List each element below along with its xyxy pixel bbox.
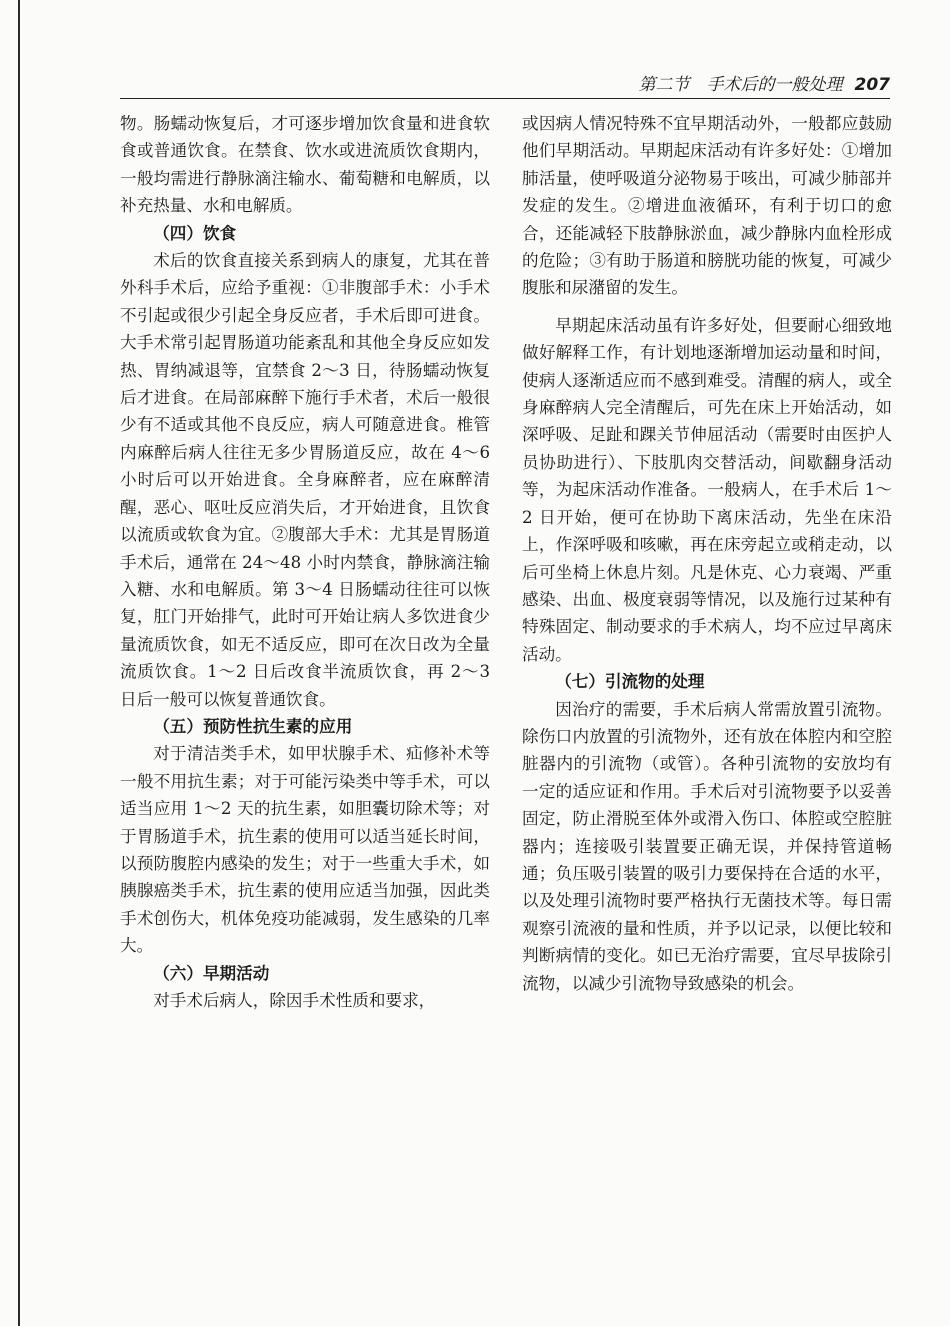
binding-edge-line <box>18 0 20 1326</box>
paragraph-activity-guidance: 早期起床活动虽有许多好处，但要耐心细致地做好解释工作，有计划地逐渐增加运动量和时间，使病人逐渐适应而不感到难受。清醒的病人，或全身麻醉病人完全清醒后，可先在床上开始活动，如深呼吸、足趾和踝关节伸屈活动（需要时由医护人员协助进行）、下肢肌肉交替活动，间歇翻身活动等，为起床活动作准备。一般病人，在手术后 1～2 日开始，便可在协助下离床活动，先坐在床沿上，作深呼吸和咳嗽，再在床旁起立或稍走动，以后可坐椅上休息片刻。凡是休克、心力衰竭、严重感染、出血、极度衰弱等情况，以及施行过某种有特殊固定、制动要求的手术病人，均不应过早离床活动。 <box>522 315 892 664</box>
paragraph-continued: 物。肠蠕动恢复后，才可逐步增加饮食量和进食软食或普通饮食。在禁食、饮水或进流质饮食期内，一般均需进行静脉滴注输水、葡萄糖和电解质，以补充热量、水和电解质。 <box>120 114 490 216</box>
header-rule <box>120 98 890 99</box>
paragraph-diet: 术后的饮食直接关系到病人的康复，尤其在普外科手术后，应给予重视：①非腹部手术：小手术不引起或很少引起全身反应者，手术后即可进食。大手术常引起胃肠道功能紊乱和其他全身反应如发热、胃纳减退等，宜禁食 2～3 日，待肠蠕动恢复后才进食。在局部麻醉下施行手术者，术后一般很少有不适或其他不良反应，病人可随意进食。椎管内麻醉后病人往往无多少胃肠道反应，故在 4～6 小时后可以开始进食。全身麻醉者，应在麻醉清醒，恶心、呕吐反应消失后，才开始进食，且饮食以流质或软食为宜。②腹部大手术：尤其是胃肠道手术后，通常在 24～48 小时内禁食，静脉滴注输入糖、水和电解质。第 3～4 日肠蠕动往往可以恢复，肛门开始排气，此时可开始让病人多饮进食少量流质饮食，如无不适反应，即可在次日改为全量流质饮食。1～2 日后改食半流质饮食，再 2～3 日后一般可以恢复普通饮食。 <box>120 251 490 709</box>
heading-diet: （四）饮食 <box>153 223 237 243</box>
heading-drainage: （七）引流物的处理 <box>555 672 705 692</box>
paragraph-drainage: 因治疗的需要，手术后病人常需放置引流物。除伤口内放置的引流物外，还有放在体腔内和空腔脏器内的引流物（或管）。各种引流物的安放均有一定的适应证和作用。手术后对引流物要予以妥善固定，防止滑脱至体外或滑入伤口、体腔或空腔脏器内；连接吸引装置要正确无误，并保持管道畅通；负压吸引装置的吸引力要保持在合适的水平，以及处理引流物时要严格执行无菌技术等。每日需观察引流液的量和性质，并予以记录，以便比较和判断病情的变化。如已无治疗需要，宜尽早拔除引流物，以减少引流物导致感染的机会。 <box>522 699 892 993</box>
left-column <box>120 110 490 1014</box>
right-column <box>522 110 892 997</box>
paragraph-early-activity-start: 对手术后病人，除因手术性质和要求， <box>153 991 436 1010</box>
page-number: 207 <box>854 75 890 95</box>
heading-antibiotics: （五）预防性抗生素的应用 <box>153 716 353 736</box>
running-header <box>120 70 890 96</box>
paragraph-antibiotics: 对于清洁类手术，如甲状腺手术、疝修补术等一般不用抗生素；对于可能污染类中等手术，可以适当应用 1～2 天的抗生素，如胆囊切除术等；对于胃肠道手术，抗生素的使用可以适当延长时间，以预防腹腔内感染的发生；对于一些重大手术，如胰腺癌类手术，抗生素的使用应适当加强，因此类手术创伤大，机体免疫功能减弱，发生感染的几率大。 <box>120 744 490 956</box>
paragraph-early-activity-continued: 或因病人情况特殊不宜早期活动外，一般都应鼓励他们早期活动。早期起床活动有许多好处：①增加肺活量，使呼吸道分泌物易于咳出，可减少肺部并发症的发生。②增进血液循环，有利于切口的愈合，还能减轻下肢静脉淤血，减少静脉内血栓形成的危险；③有助于肠道和膀胱功能的恢复，可减少腹胀和尿潴留的发生。 <box>522 114 892 298</box>
heading-early-activity: （六）早期活动 <box>153 963 270 983</box>
section-title: 第二节 手术后的一般处理 <box>638 75 843 95</box>
paragraph-gap <box>522 302 892 312</box>
